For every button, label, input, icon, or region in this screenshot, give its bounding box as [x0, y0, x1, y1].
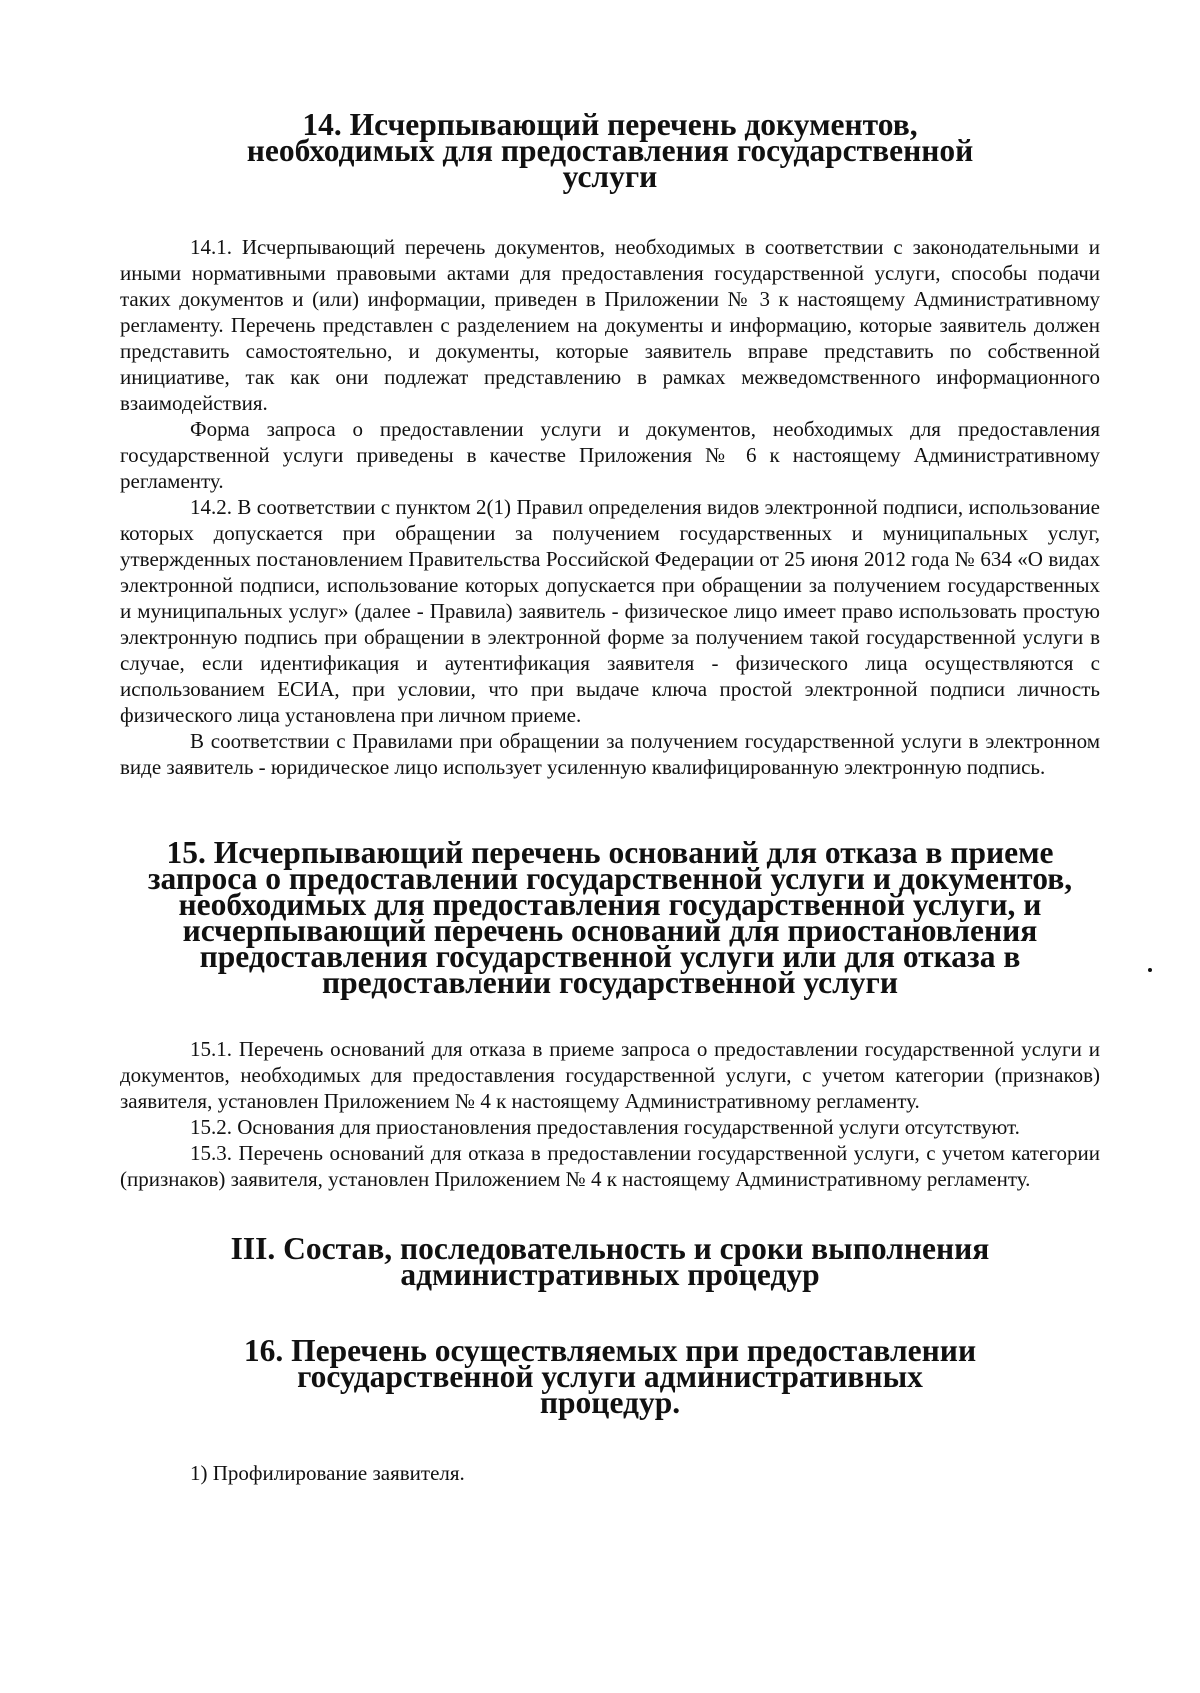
- scan-speck: [1148, 968, 1152, 972]
- paragraph-15-2: 15.2. Основания для приостановления предоставления государственной услуги отсутствуют.: [190, 1115, 1020, 1139]
- chapter-3-heading: III. Состав, последовательность и сроки выполнения административных процедур: [230, 1231, 990, 1292]
- document-body: [120, 107, 1100, 1486]
- paragraph-14-2: 14.2. В соответствии с пунктом 2(1) Правил определения видов электронной подписи, использование которых допускается при обращении за получением государственных и муниципальных услуг, утвержденных постановлением Правительства Российской Федерации от 25 июня 2012 года № 634 «О видах электронной подписи, использование которых допускается при обращении за получением государственных и муниципальных услуг» (далее - Правила) заявитель - физическое лицо имеет право использовать простую электронную подпись при обращении в электронной форме за получением такой государственной услуги в случае, если идентификация и аутентификация заявителя - физического лица осуществляются с использованием ЕСИА, при условии, что при выдаче ключа простой электронной подписи личность физического лица установлена при личном приеме.: [120, 495, 1100, 727]
- section-14-heading: 14. Исчерпывающий перечень документов, необходимых для предоставления государственной услуги: [246, 107, 974, 194]
- paragraph-14-2-rules: В соответствии с Правилами при обращении за получением государственной услуги в электронном виде заявитель - юридическое лицо использует усиленную квалифицированную электронную подпись.: [120, 729, 1100, 779]
- paragraph-15-3: 15.3. Перечень оснований для отказа в предоставлении государственной услуги, с учетом категории (признаков) заявителя, установлен Приложением № 4 к настоящему Административному регламенту.: [120, 1141, 1100, 1191]
- list-item-1: 1) Профилирование заявителя.: [190, 1461, 465, 1485]
- section-16-heading: 16. Перечень осуществляемых при предоставлении государственной услуги административных процедур.: [243, 1333, 977, 1420]
- paragraph-15-1: 15.1. Перечень оснований для отказа в приеме запроса о предоставлении государственной услуги и документов, необходимых для предоставления государственной услуги, с учетом категории (признаков) заявителя, установлен Приложением № 4 к настоящему Административному регламенту.: [120, 1037, 1100, 1113]
- paragraph-14-1: 14.1. Исчерпывающий перечень документов, необходимых в соответствии с законодательными и иными нормативными правовыми актами для предоставления государственной услуги, способы подачи таких документов и (или) информации, приведен в Приложении № 3 к настоящему Административному регламенту. Перечень представлен с разделением на документы и информацию, которые заявитель должен представить самостоятельно, и документы, которые заявитель вправе представить по собственной инициативе, так как они подлежат представлению в рамках межведомственного информационного взаимодействия.: [120, 235, 1100, 415]
- section-15-heading: 15. Исчерпывающий перечень оснований для отказа в приеме запроса о предоставлении государственной услуги и документов, необходимых для предоставления государственной услуги, и исчерпывающий перечень оснований для приостановления предоставления государственной услуги или для отказа в предоставлении государственной услуги: [147, 835, 1073, 1000]
- paragraph-14-1-form: Форма запроса о предоставлении услуги и документов, необходимых для предоставления государственной услуги приведены в качестве Приложения № 6 к настоящему Административному регламенту.: [120, 417, 1100, 493]
